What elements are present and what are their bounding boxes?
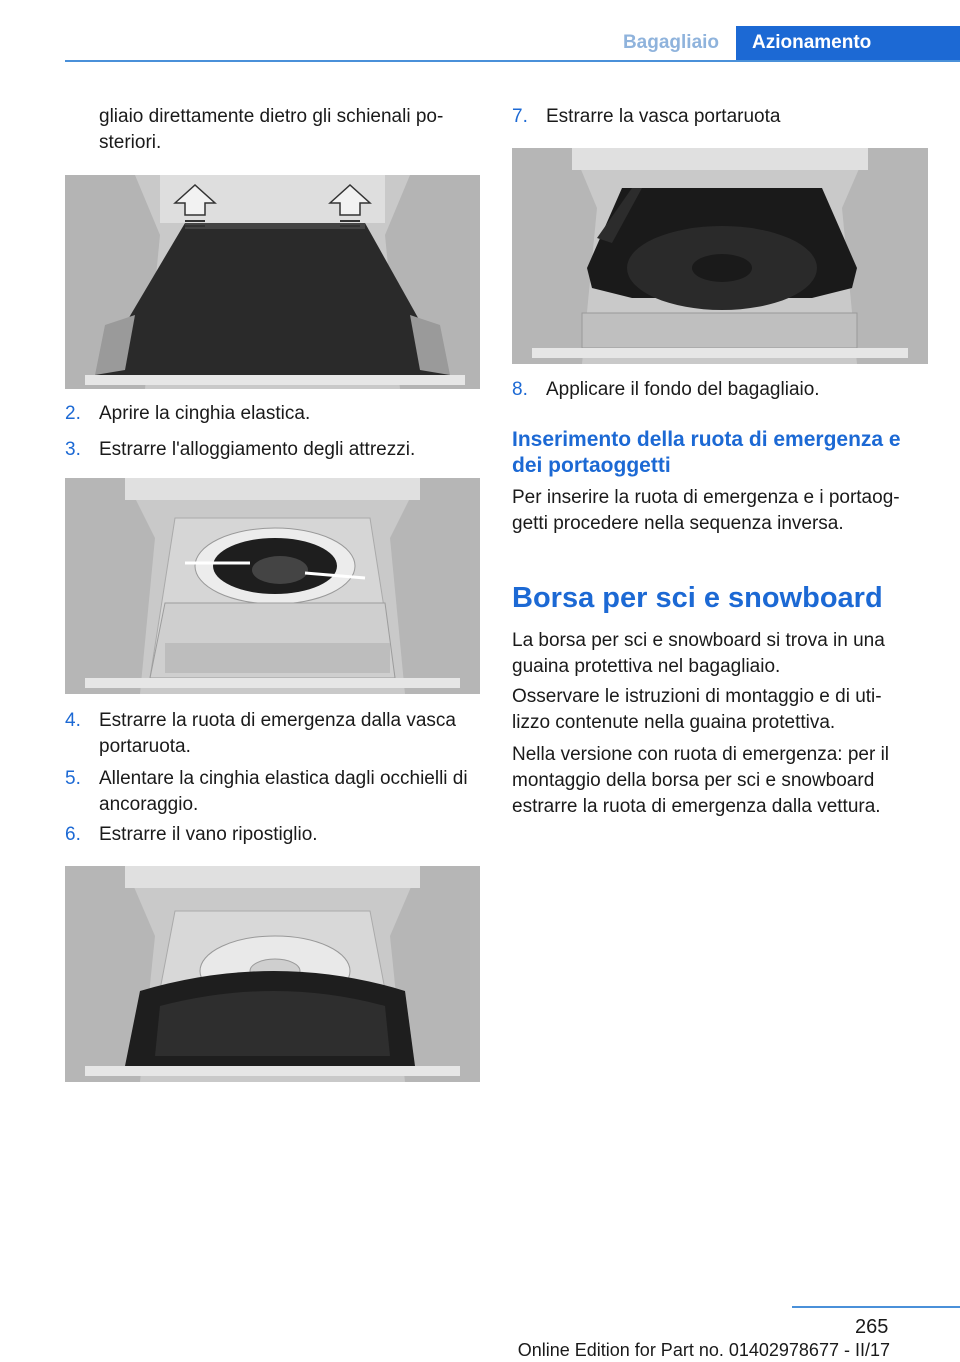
step-8: 8. Applicare il fondo del bagagliaio. bbox=[512, 379, 820, 400]
tool-housing-illustration bbox=[65, 478, 480, 694]
header-rule bbox=[65, 60, 960, 62]
intro-text: gliaio direttamente dietro gli schienali po- steriori. bbox=[99, 106, 444, 153]
header-chapter-tab: Azionamento bbox=[736, 26, 960, 62]
page-number: 265 bbox=[855, 1316, 889, 1338]
trunk-floor-illustration bbox=[65, 175, 480, 389]
ski-bag-paragraph-1: La borsa per sci e snowboard si trova in una guaina protettiva nel bagagliaio. bbox=[512, 630, 885, 677]
spare-wheel-well-illustration bbox=[512, 148, 928, 364]
step-2: 2. Aprire la cinghia elastica. bbox=[65, 403, 311, 424]
step-3: 3. Estrarre l'alloggiamento degli attrezzi. bbox=[65, 439, 416, 460]
edition-note: Online Edition for Part no. 01402978677 - II/17 bbox=[517, 1340, 890, 1360]
header-section-tab: Bagagliaio bbox=[622, 32, 720, 53]
ski-bag-heading: Borsa per sci e snowboard bbox=[512, 582, 883, 614]
footer-rule bbox=[792, 1306, 960, 1308]
step-7: 7. Estrarre la vasca portaruota bbox=[512, 106, 781, 127]
storage-compartment-illustration bbox=[65, 866, 480, 1082]
ski-bag-paragraph-2: Osservare le istruzioni di montaggio e di uti- lizzo contenute nella guaina protettiva. bbox=[512, 686, 882, 733]
step-5: 5. Allentare la cinghia elastica dagli occhielli di ancoraggio. bbox=[65, 768, 468, 815]
step-4: 4. Estrarre la ruota di emergenza dalla vasca portaruota. bbox=[65, 710, 456, 757]
step-6: 6. Estrarre il vano ripostiglio. bbox=[65, 824, 318, 845]
insert-section-text: Per inserire la ruota di emergenza e i portaog- getti procedere nella sequenza inversa. bbox=[512, 487, 900, 534]
insert-section-heading: Inserimento della ruota di emergenza e dei portaoggetti bbox=[512, 428, 901, 477]
ski-bag-paragraph-3: Nella versione con ruota di emergenza: per il montaggio della borsa per sci e snowboard estrarre la ruota di emergenza dalla vettura. bbox=[512, 744, 890, 817]
